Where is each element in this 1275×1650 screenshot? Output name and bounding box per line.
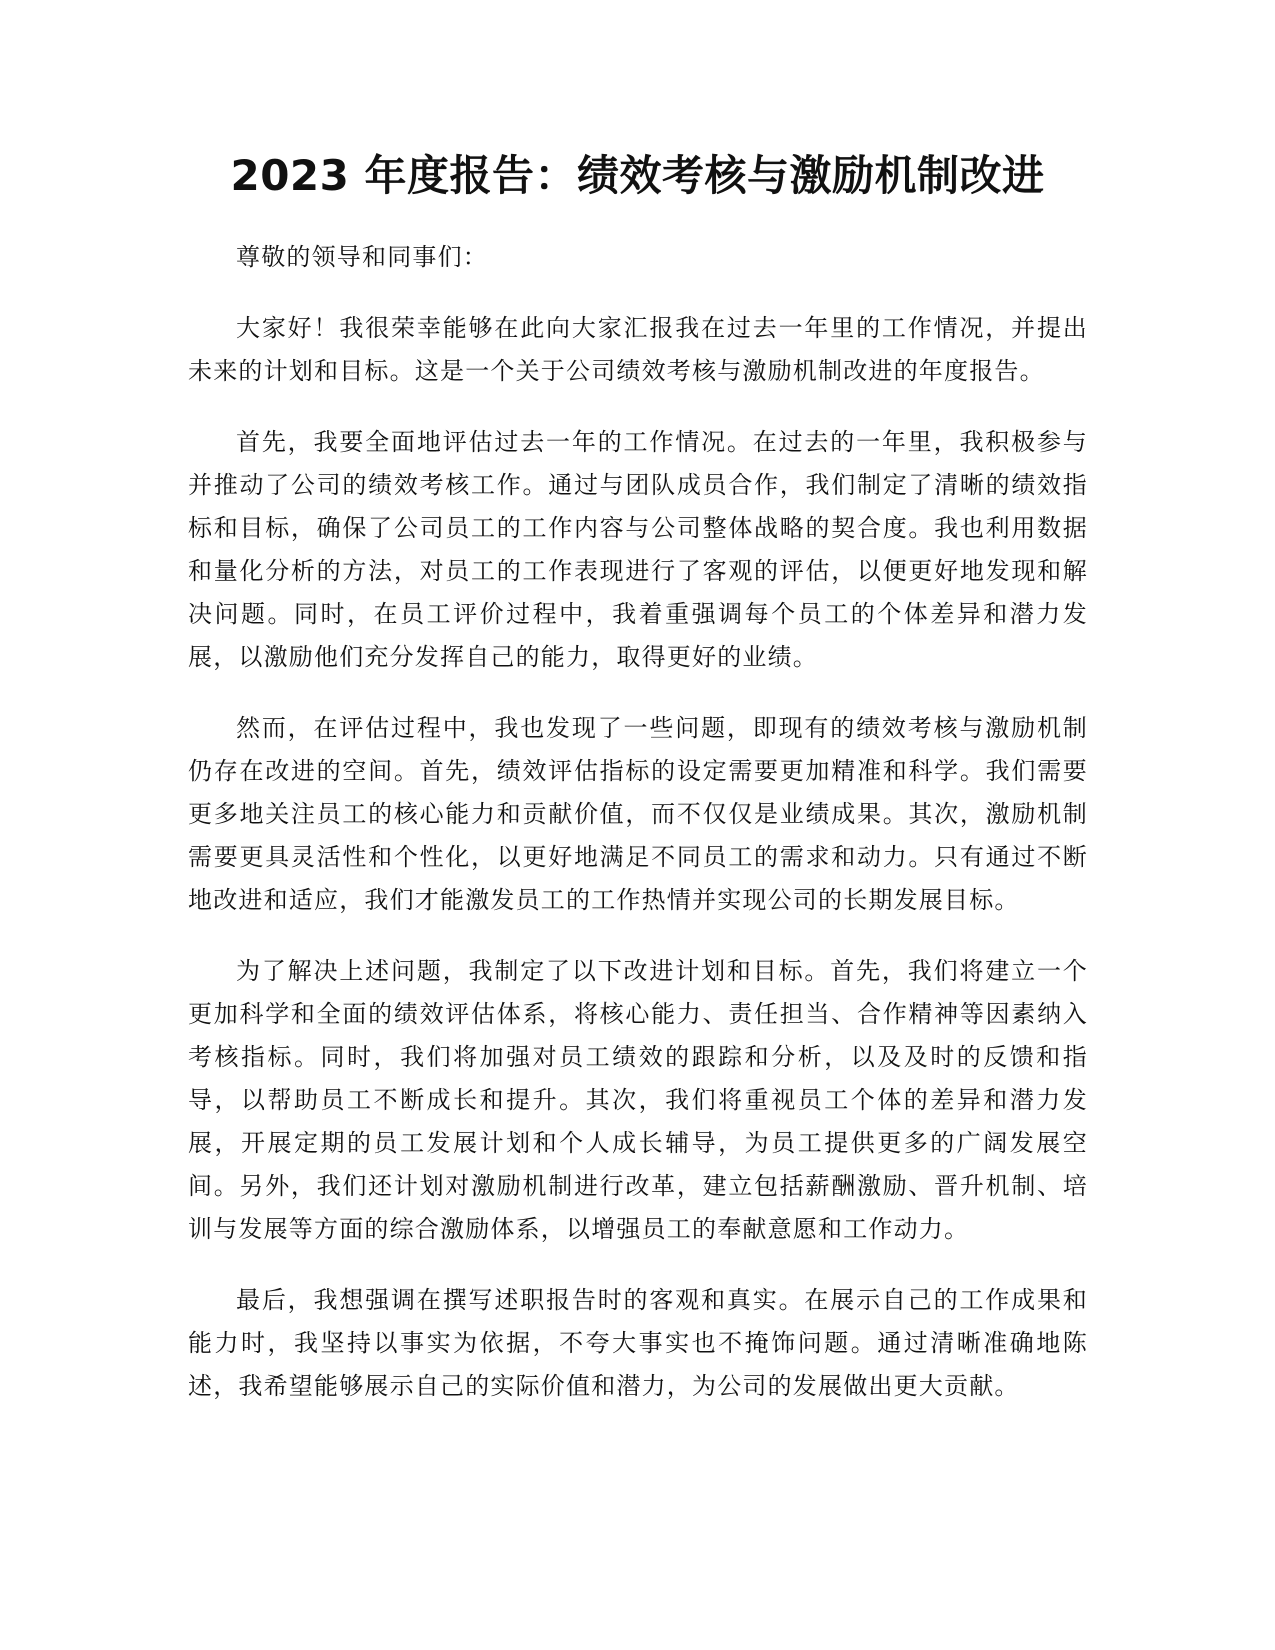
paragraph: 大家好！我很荣幸能够在此向大家汇报我在过去一年里的工作情况，并提出未来的计划和目标。这是一个关于公司绩效考核与激励机制改进的年度报告。	[188, 314, 1088, 385]
paragraph: 最后，我想强调在撰写述职报告时的客观和真实。在展示自己的工作成果和能力时，我坚持以事实为依据，不夸大事实也不掩饰问题。通过清晰准确地陈述，我希望能够展示自己的实际价值和潜力，为公司的发展做出更大贡献。	[188, 1286, 1088, 1400]
document-body	[188, 236, 1088, 1436]
document-title: 2023 年度报告：绩效考核与激励机制改进	[230, 151, 1045, 200]
paragraph: 然而，在评估过程中，我也发现了一些问题，即现有的绩效考核与激励机制仍存在改进的空间。首先，绩效评估指标的设定需要更加精准和科学。我们需要更多地关注员工的核心能力和贡献价值，而不仅仅是业绩成果。其次，激励机制需要更具灵活性和个性化，以更好地满足不同员工的需求和动力。只有通过不断地改进和适应，我们才能激发员工的工作热情并实现公司的长期发展目标。	[188, 714, 1088, 914]
paragraph: 首先，我要全面地评估过去一年的工作情况。在过去的一年里，我积极参与并推动了公司的绩效考核工作。通过与团队成员合作，我们制定了清晰的绩效指标和目标，确保了公司员工的工作内容与公司整体战略的契合度。我也利用数据和量化分析的方法，对员工的工作表现进行了客观的评估，以便更好地发现和解决问题。同时，在员工评价过程中，我着重强调每个员工的个体差异和潜力发展，以激励他们充分发挥自己的能力，取得更好的业绩。	[188, 428, 1088, 671]
paragraph: 为了解决上述问题，我制定了以下改进计划和目标。首先，我们将建立一个更加科学和全面的绩效评估体系，将核心能力、责任担当、合作精神等因素纳入考核指标。同时，我们将加强对员工绩效的跟踪和分析，以及及时的反馈和指导，以帮助员工不断成长和提升。其次，我们将重视员工个体的差异和潜力发展，开展定期的员工发展计划和个人成长辅导，为员工提供更多的广阔发展空间。另外，我们还计划对激励机制进行改革，建立包括薪酬激励、晋升机制、培训与发展等方面的综合激励体系，以增强员工的奉献意愿和工作动力。	[188, 957, 1088, 1243]
salutation: 尊敬的领导和同事们：	[236, 243, 488, 271]
